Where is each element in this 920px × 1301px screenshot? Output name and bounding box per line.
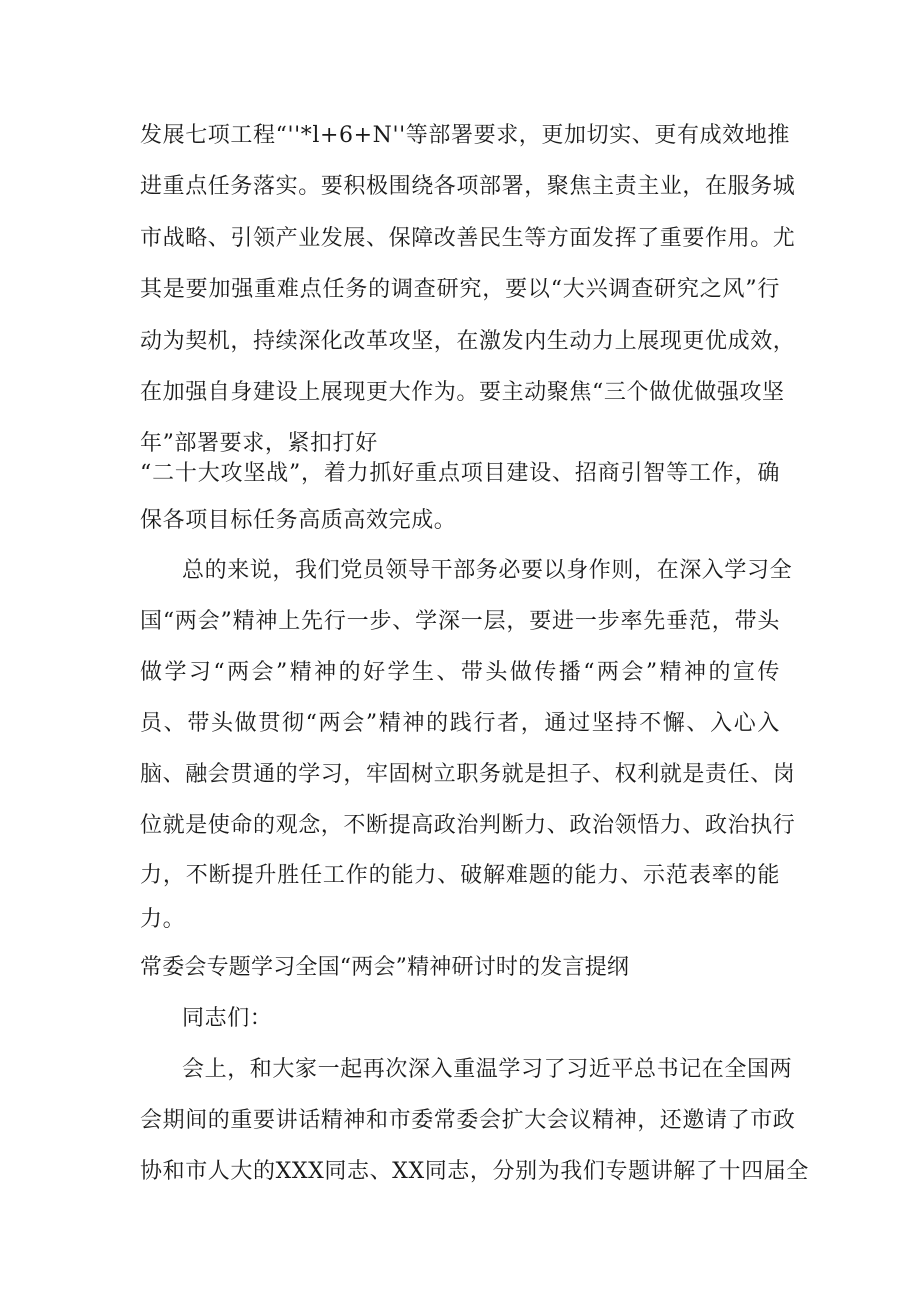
body-line: 市战略、引领产业发展、保障改善民生等方面发挥了重要作用。尤 — [140, 226, 796, 251]
body-line: 协和市人大的XXX同志、XX同志，分别为我们专题讲解了十四届全 — [140, 1159, 809, 1184]
body-line: 做学习“两会”精神的好学生、带头做传播“两会”精神的宣传 — [140, 660, 780, 685]
body-line: 脑、融会贯通的学习，牢固树立职务就是担子、权利就是责任、岗 — [140, 762, 796, 787]
body-line: 员、带头做贯彻“两会”精神的践行者，通过坚持不懈、入心入 — [140, 711, 780, 736]
body-line: 保各项目标任务高质高效完成。 — [140, 508, 457, 533]
body-line: 年”部署要求，紧扣打好 — [140, 431, 378, 456]
paragraph-first-line: 会上，和大家一起再次深入重温学习了习近平总书记在全国两 — [182, 1057, 793, 1082]
body-line: 其是要加强重难点任务的调查研究，要以“大兴调查研究之风”行 — [140, 277, 780, 302]
body-line: 国“两会”精神上先行一步、学深一层，要进一步率先垂范，带头 — [140, 609, 780, 634]
body-line: 进重点任务落实。要积极围绕各项部署，聚焦主责主业，在服务城 — [140, 174, 796, 199]
salutation: 同志们： — [182, 1006, 273, 1031]
body-line: 会期间的重要讲话精神和市委常委会扩大会议精神，还邀请了市政 — [140, 1108, 796, 1133]
body-line: 位就是使命的观念，不断提高政治判断力、政治领悟力、政治执行 — [140, 813, 796, 838]
paragraph-first-line: 总的来说，我们党员领导干部务必要以身作则，在深入学习全 — [182, 558, 793, 583]
body-line: 发展七项工程“''*l+6+N''等部署要求，更加切实、更有成效地推 — [140, 123, 790, 148]
body-line: “二十大攻坚战”，着力抓好重点项目建设、招商引智等工作，确 — [140, 461, 780, 486]
body-line: 力。 — [140, 907, 186, 932]
body-line: 力，不断提升胜任工作的能力、破解难题的能力、示范表率的能 — [140, 863, 780, 888]
body-line: 动为契机，持续深化改革攻坚，在激发内生动力上展现更优成效， — [140, 329, 796, 354]
section-heading: 常委会专题学习全国“两会”精神研讨时的发言提纲 — [140, 955, 630, 980]
body-line: 在加强自身建设上展现更大作为。要主动聚焦“三个做优做强攻坚 — [140, 380, 785, 405]
